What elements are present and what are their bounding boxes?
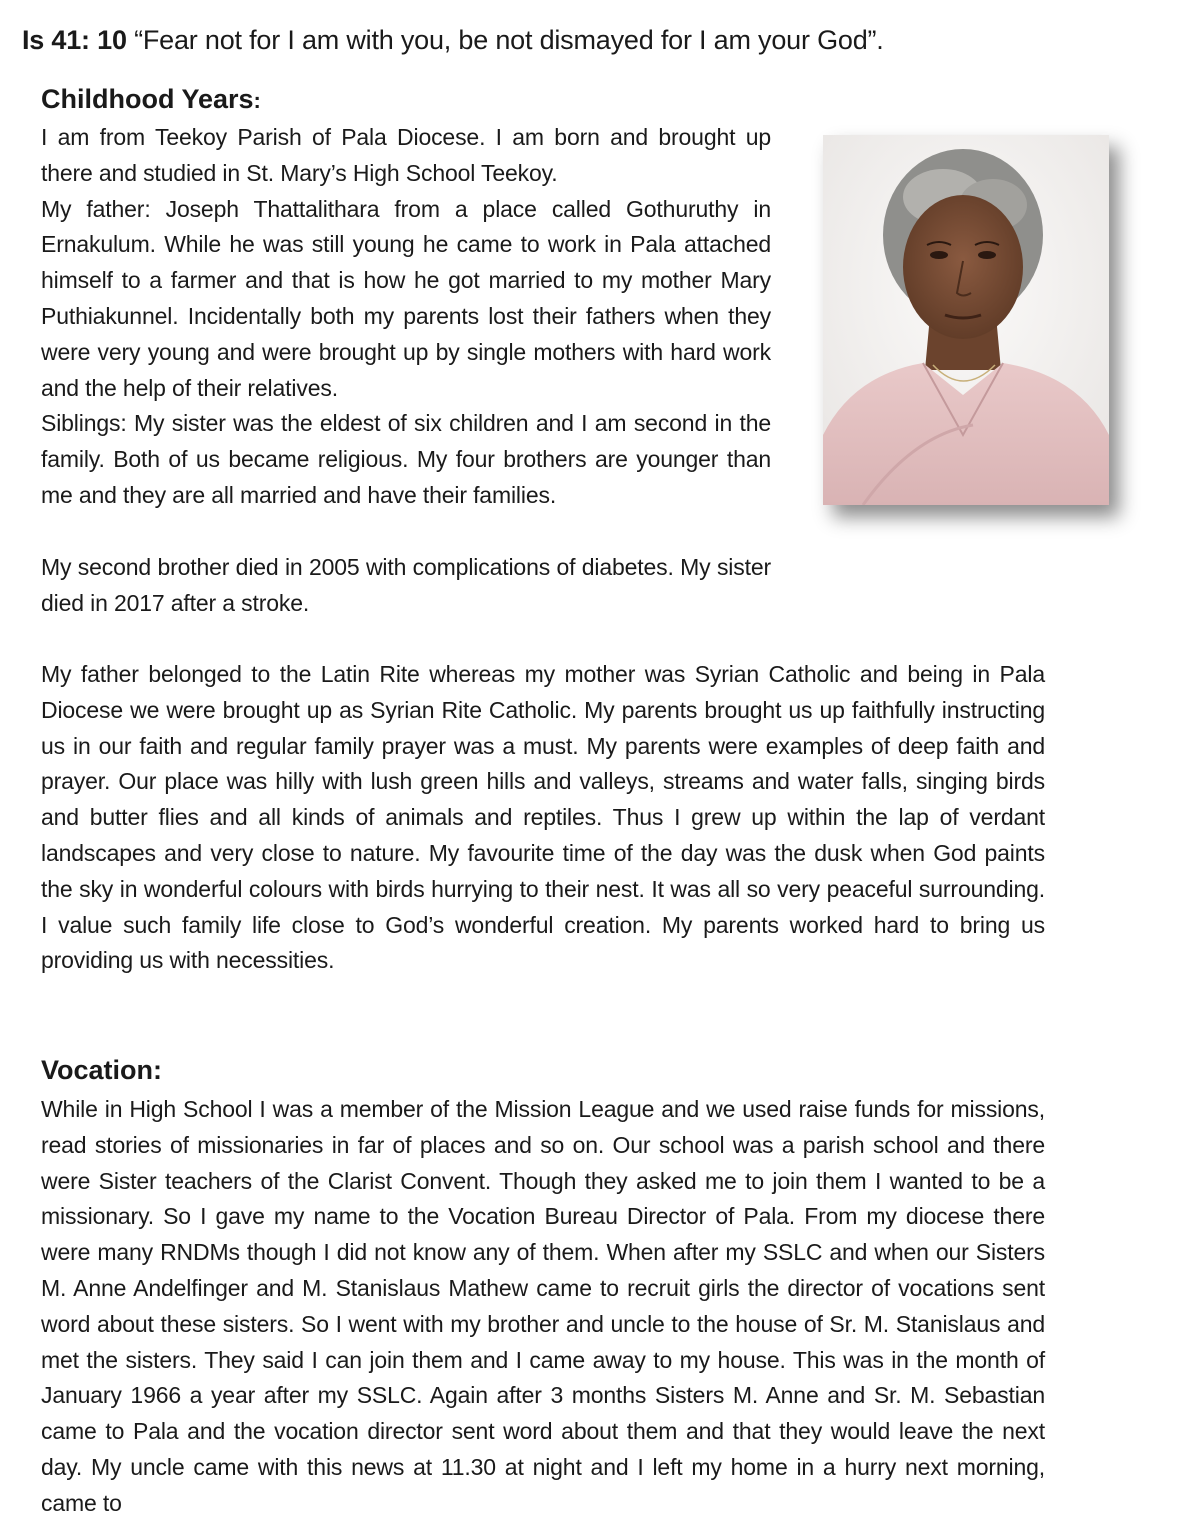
parish-text: I am from Teekoy Parish of Pala Diocese. I am born and brought up there and studied in St. Mary’s High School Teekoy. (41, 124, 771, 186)
brother-sister-paragraph: My second brother died in 2005 with complications of diabetes. My sister died in 2017 after a stroke. (41, 554, 771, 616)
childhood-heading-colon: : (253, 88, 261, 113)
verse-reference: Is 41: 10 (22, 25, 127, 55)
vocation-heading: Vocation: (41, 1055, 162, 1085)
faith-nature-paragraph: My father belonged to the Latin Rite whereas my mother was Syrian Catholic and being in Pala Diocese we were brought up as Syrian Rite Catholic. My parents brought us up faithfully instructing us in our faith and regular family prayer was a must. My parents were examples of deep faith and prayer. Our place was hilly with lush green hills and valleys, streams and water falls, singing birds and butter flies and all kinds of animals and reptiles. Thus I grew up within the lap of verdant landscapes and very close to nature. My favourite time of the day was the dusk when God paints the sky in wonderful colours with birds hurrying to their nest. It was all so very peaceful surrounding. I value such family life close to God’s wonderful creation. My parents worked hard to bring us providing us with necessities. (41, 661, 1045, 974)
childhood-heading-text: Childhood Years (41, 84, 254, 114)
scripture-verse (22, 20, 884, 60)
verse-text: “Fear not for I am with you, be not dismayed for I am your God”. (126, 25, 884, 55)
childhood-intro-paragraph (41, 120, 771, 514)
portrait-photo-icon (823, 135, 1109, 505)
childhood-heading (41, 81, 261, 119)
portrait-photo (823, 135, 1109, 505)
siblings-text: Siblings: My sister was the eldest of six children and I am second in the family. Both of us became religious. My four brothers are younger than me and they are all married and have their families. (41, 410, 771, 508)
father-text: My father: Joseph Thattalithara from a place called Gothuruthy in Ernakulum. While he was still young he came to work in Pala attached himself to a farmer and that is how he got married to my mother Mary Puthiakunnel. Incidentally both my parents lost their fathers when they were very young and were brought up by single mothers with hard work and the help of their relatives. (41, 195, 771, 401)
vocation-paragraph: While in High School I was a member of the Mission League and we used raise funds for missions, read stories of missionaries in far of places and so on. Our school was a parish school and there were Sister teachers of the Clarist Convent. Though they asked me to join them I wanted to be a missionary. So I gave my name to the Vocation Bureau Director of Pala. From my diocese there were many RNDMs though I did not know any of them. When after my SSLC and when our Sisters M. Anne Andelfinger and M. Stanislaus Mathew came to recruit girls the director of vocations sent word about these sisters. So I went with my brother and uncle to the house of Sr. M. Stanislaus and met the sisters. They said I can join them and I came away to my house. This was in the month of January 1966 a year after my SSLC. Again after 3 months Sisters M. Anne and Sr. M. Sebastian came to Pala and the vocation director sent word about them and that they would leave the next day. My uncle came with this news at 11.30 at night and I left my home in a hurry next morning, came to (41, 1096, 1045, 1516)
